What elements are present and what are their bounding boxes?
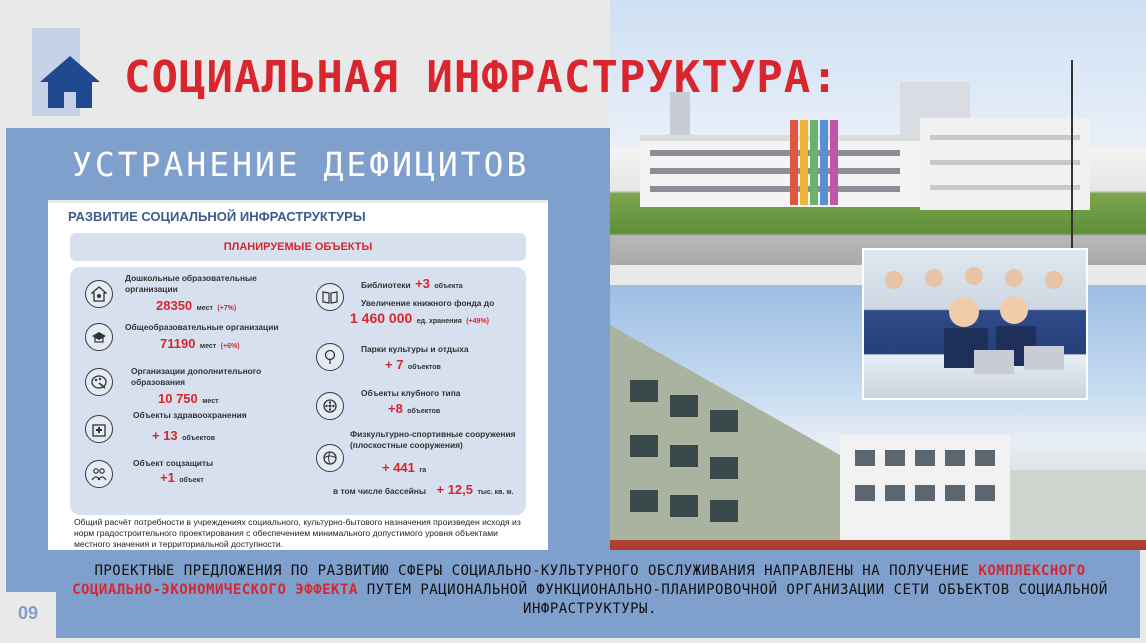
calculation-note: Общий расчёт потребности в учреждениях социального, культурно-бытового назначения произведен исходя из норм градостроительного проектирования с обеспечением минимального допустимого уровня объектами местного значения и территориальной доступности. [74,517,521,549]
school-building-photo [610,0,1146,265]
book-fund-delta: (+49%) [466,318,489,325]
extra-edu-unit: мест [202,398,219,405]
social-label: Объект соцзащиты [133,458,214,468]
palette-icon [85,368,113,396]
left-decor-strip [6,200,48,550]
school-icon [85,323,113,351]
kindergarten-icon [85,280,113,308]
book-fund-label: Увеличение книжного фонда до [361,298,495,308]
bottom-text-part1: ПРОЕКТНЫЕ ПРЕДЛОЖЕНИЯ ПО РАЗВИТИЮ СФЕРЫ СОЦИАЛЬНО-КУЛЬТУРНОГО ОБСЛУЖИВАНИЯ НАПРАВЛЕНЫ НА ПОЛУЧЕНИЕ [94,563,970,579]
right-decor-strip [548,200,610,550]
extra-edu-label-line1: Организации дополнительного [131,366,262,376]
infographic-card [48,203,548,550]
health-value: + 13 [152,428,178,443]
social-unit: объект [179,477,204,484]
libraries-unit: объекта [434,283,463,290]
people-icon [85,460,113,488]
book-fund-unit: ед. хранения [416,318,462,325]
book-icon [316,283,344,311]
club-icon [316,392,344,420]
extra-edu-value: 10 750 [158,391,198,406]
sports-label-line2: (плоскостные сооружения) [350,440,463,450]
page-number: 09 [18,603,39,623]
clubs-value: +8 [388,401,403,416]
health-unit: объектов [182,435,216,442]
clubs-unit: объектов [407,408,441,415]
bottom-statement [70,562,1110,619]
schools-value: 71190 [160,336,196,351]
park-icon [316,343,344,371]
classroom-photo [862,248,1088,400]
planned-objects-label: ПЛАНИРУЕМЫЕ ОБЪЕКТЫ [223,241,373,253]
schools-label: Общеобразовательные организации [125,322,279,332]
schools-delta: (+6%) [220,343,240,350]
sports-unit: га [419,467,427,474]
extra-edu-label-line2: образования [131,377,186,387]
sports-icon [316,444,344,472]
pools-label: в том числе бассейны [333,486,427,496]
hospital-icon [85,415,113,443]
slide-subtitle: УСТРАНЕНИЕ ДЕФИЦИТОВ [72,145,530,184]
health-label: Объекты здравоохранения [133,410,247,420]
infographic-heading: РАЗВИТИЕ СОЦИАЛЬНОЙ ИНФРАСТРУКТУРЫ [68,209,366,224]
home-icon [38,54,102,110]
libraries-value: +3 [415,276,430,291]
preschool-label-line1: Дошкольные образовательные [125,273,257,283]
parks-unit: объектов [407,364,441,371]
schools-unit: мест [199,343,217,350]
clubs-label: Объекты клубного типа [361,388,461,398]
preschool-unit: мест [196,305,213,312]
pools-value: + 12,5 [436,482,473,497]
bottom-text-part2: ПУТЕМ РАЦИОНАЛЬНОЙ ФУНКЦИОНАЛЬНО-ПЛАНИРОВОЧНОЙ ОРГАНИЗАЦИИ СЕТИ ОБЪЕКТОВ СОЦИАЛЬНОЙ ИНФРАСТРУКТУРЫ. [366,582,1108,617]
book-fund-value: 1 460 000 [350,310,413,326]
libraries-label: Библиотеки [361,280,411,290]
bottom-text-highlight: КОМПЛЕКСНОГО СОЦИАЛЬНО-ЭКОНОМИЧЕСКОГО ЭФФЕКТА [72,563,1086,598]
parks-value: + 7 [385,357,404,372]
preschool-value: 28350 [156,298,193,313]
planned-objects-header [70,233,526,261]
sports-value: + 441 [382,460,415,475]
social-value: +1 [160,470,175,485]
pools-unit: тыс. кв. м. [477,489,514,496]
sports-label-line1: Физкультурно-спортивные сооружения [350,429,516,439]
preschool-delta: (+7%) [217,305,237,312]
preschool-label-line2: организации [125,284,178,294]
parks-label: Парки культуры и отдыха [361,344,469,354]
slide-title: СОЦИАЛЬНАЯ ИНФРАСТРУКТУРА: [124,52,839,103]
